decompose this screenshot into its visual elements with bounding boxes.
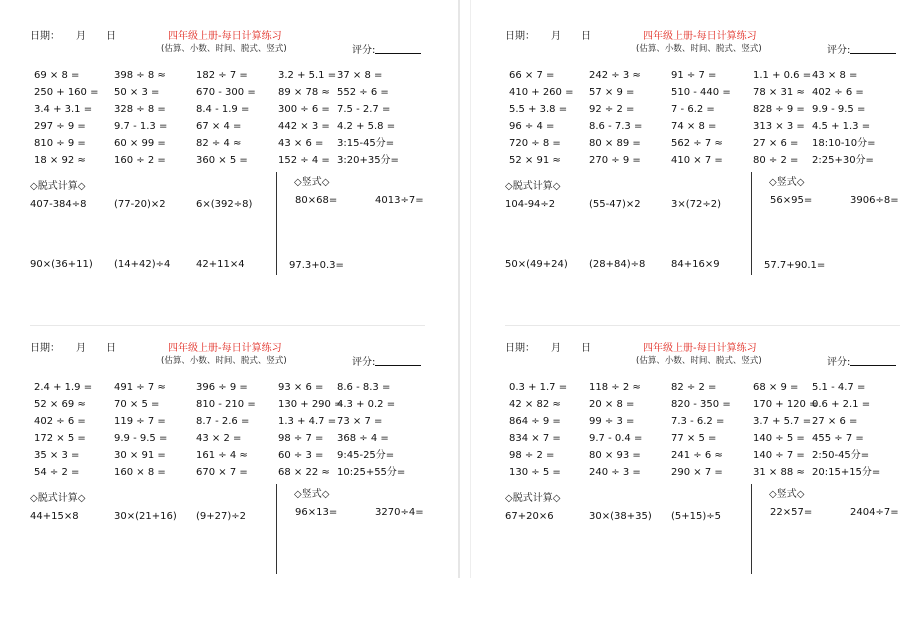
section-divider (751, 484, 752, 574)
mental-math-problem: 99 ÷ 3 = (589, 416, 635, 427)
mental-math-problem: 91 ÷ 7 = (671, 70, 717, 81)
worksheet-subtitle: (估算、小数、时间、脱式、竖式) (636, 356, 762, 366)
day-label: 日 (581, 343, 591, 354)
mental-math-problem: 810 - 210 = (196, 399, 256, 410)
mental-math-problem: 52 × 69 ≈ (34, 399, 86, 410)
mental-math-problem: 54 ÷ 2 = (34, 467, 80, 478)
mental-math-problem: 80 ÷ 2 = (753, 155, 799, 166)
day-label: 日 (106, 343, 116, 354)
mental-math-problem: 43 × 6 = (278, 138, 324, 149)
mental-math-problem: 182 ÷ 7 = (196, 70, 248, 81)
shushi-problem: 80×68= (295, 195, 338, 206)
mental-math-problem: 834 × 7 = (509, 433, 561, 444)
mental-math-problem: 9.7 - 1.3 = (114, 121, 168, 132)
mental-math-problem: 10:25+55分= (337, 467, 406, 478)
section-heading-shushi: ◇竖式◇ (294, 489, 330, 500)
date-label: 日期： (505, 31, 535, 42)
mental-math-problem: 670 - 300 = (196, 87, 256, 98)
mental-math-problem: 4.5 + 1.3 = (812, 121, 871, 132)
mental-math-problem: 69 × 8 = (34, 70, 80, 81)
mental-math-problem: 3.4 + 3.1 = (34, 104, 93, 115)
mental-math-problem: 5.5 + 3.8 = (509, 104, 568, 115)
mental-math-problem: 810 ÷ 9 = (34, 138, 86, 149)
mental-math-problem: 27 × 6 = (812, 416, 858, 427)
mental-math-problem: 43 × 8 = (812, 70, 858, 81)
page-gap (458, 0, 460, 578)
mental-math-problem: 18:10-10分= (812, 138, 876, 149)
mental-math-problem: 552 ÷ 6 = (337, 87, 389, 98)
mental-math-problem: 270 ÷ 9 = (589, 155, 641, 166)
mental-math-problem: 4.2 + 5.8 = (337, 121, 396, 132)
mental-math-problem: 130 ÷ 5 = (509, 467, 561, 478)
tuoshi-problem: 3×(72÷2) (671, 199, 722, 210)
tuoshi-problem: 50×(49+24) (505, 259, 568, 270)
score-blank[interactable] (375, 355, 421, 366)
mental-math-problem: 442 × 3 = (278, 121, 330, 132)
mental-math-problem: 242 ÷ 3 ≈ (589, 70, 641, 81)
mental-math-problem: 80 × 93 = (589, 450, 641, 461)
mental-math-problem: 3.7 + 5.7 = (753, 416, 812, 427)
mental-math-problem: 18 × 92 ≈ (34, 155, 86, 166)
tuoshi-problem: 6×(392÷8) (196, 199, 253, 210)
tuoshi-problem: (5+15)÷5 (671, 511, 722, 522)
section-divider (276, 484, 277, 574)
mental-math-problem: 2.4 + 1.9 = (34, 382, 93, 393)
mental-math-problem: 119 ÷ 7 = (114, 416, 166, 427)
mental-math-problem: 118 ÷ 2 ≈ (589, 382, 641, 393)
mental-math-problem: 410 + 260 = (509, 87, 574, 98)
mental-math-problem: 9.9 - 9.5 = (114, 433, 168, 444)
mental-math-problem: 864 ÷ 9 = (509, 416, 561, 427)
mental-math-problem: 3:20+35分= (337, 155, 399, 166)
mental-math-problem: 82 ÷ 2 = (671, 382, 717, 393)
score-field[interactable] (352, 353, 421, 368)
mental-math-problem: 8.6 - 8.3 = (337, 382, 391, 393)
mental-math-problem: 43 × 2 = (196, 433, 242, 444)
worksheet (505, 24, 920, 314)
mental-math-problem: 297 ÷ 9 = (34, 121, 86, 132)
shushi-problem: 3270÷4= (375, 507, 424, 518)
mental-math-problem: 35 × 3 = (34, 450, 80, 461)
tuoshi-problem: 90×(36+11) (30, 259, 93, 270)
mental-math-problem: 161 ÷ 4 ≈ (196, 450, 248, 461)
mental-math-problem: 92 ÷ 2 = (589, 104, 635, 115)
date-label: 日期： (30, 343, 60, 354)
mental-math-problem: 240 ÷ 3 = (589, 467, 641, 478)
score-blank[interactable] (850, 355, 896, 366)
month-label: 月 (551, 31, 561, 42)
mental-math-problem: 68 × 9 = (753, 382, 799, 393)
mental-math-problem: 30 × 91 = (114, 450, 166, 461)
month-label: 月 (76, 343, 86, 354)
worksheet-subtitle: (估算、小数、时间、脱式、竖式) (636, 44, 762, 54)
mental-math-problem: 7.3 - 6.2 = (671, 416, 725, 427)
mental-math-problem: 60 ÷ 3 = (278, 450, 324, 461)
mental-math-problem: 82 ÷ 4 ≈ (196, 138, 242, 149)
mental-math-problem: 491 ÷ 7 ≈ (114, 382, 166, 393)
mental-math-problem: 313 × 3 = (753, 121, 805, 132)
mental-math-problem: 2:50-45分= (812, 450, 870, 461)
tuoshi-problem: 30×(21+16) (114, 511, 177, 522)
tuoshi-problem: 84+16×9 (671, 259, 720, 270)
score-label: 评分: (827, 357, 851, 368)
shushi-problem: 2404÷7= (850, 507, 899, 518)
mental-math-problem: 160 ÷ 2 = (114, 155, 166, 166)
shushi-problem: 57.7+90.1= (764, 260, 826, 271)
tuoshi-problem: (77-20)×2 (114, 199, 166, 210)
mental-math-problem: 93 × 6 = (278, 382, 324, 393)
month-label: 月 (551, 343, 561, 354)
sheet-separator-right (505, 325, 900, 326)
mental-math-problem: 8.6 - 7.3 = (589, 121, 643, 132)
mental-math-problem: 562 ÷ 7 ≈ (671, 138, 723, 149)
mental-math-problem: 74 × 8 = (671, 121, 717, 132)
mental-math-problem: 290 × 7 = (671, 467, 723, 478)
shushi-problem: 97.3+0.3= (289, 260, 344, 271)
mental-math-problem: 398 ÷ 8 ≈ (114, 70, 166, 81)
mental-math-problem: 8.4 - 1.9 = (196, 104, 250, 115)
mental-math-problem: 172 × 5 = (34, 433, 86, 444)
mental-math-problem: 368 ÷ 4 = (337, 433, 389, 444)
mental-math-problem: 9:45-25分= (337, 450, 395, 461)
mental-math-problem: 98 ÷ 7 = (278, 433, 324, 444)
section-heading-tuoshi: ◇脱式计算◇ (505, 493, 561, 504)
sheet-separator-left (30, 325, 425, 326)
mental-math-problem: 2:25+30分= (812, 155, 874, 166)
mental-math-problem: 67 × 4 = (196, 121, 242, 132)
score-blank[interactable] (850, 43, 896, 54)
mental-math-problem: 3.2 + 5.1 = (278, 70, 337, 81)
score-label: 评分: (827, 45, 851, 56)
tuoshi-problem: (28+84)÷8 (589, 259, 646, 270)
mental-math-problem: 42 × 82 ≈ (509, 399, 561, 410)
mental-math-problem: 50 × 3 = (114, 87, 160, 98)
mental-math-problem: 828 ÷ 9 = (753, 104, 805, 115)
page-edge (470, 0, 471, 578)
shushi-problem: 22×57= (770, 507, 813, 518)
mental-math-problem: 360 × 5 = (196, 155, 248, 166)
score-field[interactable] (827, 41, 896, 56)
worksheet-title: 四年级上册-每日计算练习 (168, 31, 282, 42)
day-label: 日 (106, 31, 116, 42)
mental-math-problem: 1.1 + 0.6 = (753, 70, 812, 81)
mental-math-problem: 20:15+15分= (812, 467, 881, 478)
mental-math-problem: 80 × 89 = (589, 138, 641, 149)
score-field[interactable] (352, 41, 421, 56)
mental-math-problem: 78 × 31 ≈ (753, 87, 805, 98)
mental-math-problem: 96 ÷ 4 = (509, 121, 555, 132)
mental-math-problem: 7 - 6.2 = (671, 104, 715, 115)
mental-math-problem: 98 ÷ 2 = (509, 450, 555, 461)
mental-math-problem: 140 ÷ 7 = (753, 450, 805, 461)
mental-math-problem: 77 × 5 = (671, 433, 717, 444)
mental-math-problem: 73 × 7 = (337, 416, 383, 427)
mental-math-problem: 152 ÷ 4 = (278, 155, 330, 166)
mental-math-problem: 52 × 91 ≈ (509, 155, 561, 166)
mental-math-problem: 300 ÷ 6 = (278, 104, 330, 115)
tuoshi-problem: 104-94÷2 (505, 199, 556, 210)
mental-math-problem: 37 × 8 = (337, 70, 383, 81)
mental-math-problem: 8.7 - 2.6 = (196, 416, 250, 427)
tuoshi-problem: (9+27)÷2 (196, 511, 247, 522)
mental-math-problem: 396 ÷ 9 = (196, 382, 248, 393)
shushi-problem: 96×13= (295, 507, 338, 518)
mental-math-problem: 66 × 7 = (509, 70, 555, 81)
worksheet-subtitle: (估算、小数、时间、脱式、竖式) (161, 44, 287, 54)
mental-math-problem: 27 × 6 = (753, 138, 799, 149)
month-label: 月 (76, 31, 86, 42)
worksheet (505, 336, 920, 626)
date-label: 日期： (505, 343, 535, 354)
score-blank[interactable] (375, 43, 421, 54)
mental-math-problem: 4.3 + 0.2 = (337, 399, 396, 410)
mental-math-problem: 402 ÷ 6 = (34, 416, 86, 427)
mental-math-problem: 140 ÷ 5 = (753, 433, 805, 444)
mental-math-problem: 57 × 9 = (589, 87, 635, 98)
date-label: 日期： (30, 31, 60, 42)
mental-math-problem: 70 × 5 = (114, 399, 160, 410)
mental-math-problem: 170 + 120 = (753, 399, 818, 410)
mental-math-problem: 402 ÷ 6 = (812, 87, 864, 98)
section-heading-shushi: ◇竖式◇ (769, 489, 805, 500)
tuoshi-problem: (55-47)×2 (589, 199, 641, 210)
section-divider (276, 172, 277, 275)
mental-math-problem: 160 × 8 = (114, 467, 166, 478)
mental-math-problem: 720 ÷ 8 = (509, 138, 561, 149)
worksheet (30, 24, 450, 314)
mental-math-problem: 510 - 440 = (671, 87, 731, 98)
mental-math-problem: 60 × 99 = (114, 138, 166, 149)
score-label: 评分: (352, 45, 376, 56)
section-heading-tuoshi: ◇脱式计算◇ (30, 181, 86, 192)
mental-math-problem: 670 × 7 = (196, 467, 248, 478)
mental-math-problem: 0.6 + 2.1 = (812, 399, 871, 410)
mental-math-problem: 31 × 88 ≈ (753, 467, 805, 478)
shushi-problem: 4013÷7= (375, 195, 424, 206)
tuoshi-problem: 42+11×4 (196, 259, 245, 270)
mental-math-problem: 820 - 350 = (671, 399, 731, 410)
section-heading-tuoshi: ◇脱式计算◇ (505, 181, 561, 192)
mental-math-problem: 328 ÷ 8 = (114, 104, 166, 115)
tuoshi-problem: 30×(38+35) (589, 511, 652, 522)
score-field[interactable] (827, 353, 896, 368)
mental-math-problem: 250 + 160 = (34, 87, 99, 98)
mental-math-problem: 68 × 22 ≈ (278, 467, 330, 478)
mental-math-problem: 9.9 - 9.5 = (812, 104, 866, 115)
worksheet-title: 四年级上册-每日计算练习 (643, 343, 757, 354)
mental-math-problem: 241 ÷ 6 ≈ (671, 450, 723, 461)
mental-math-problem: 455 ÷ 7 = (812, 433, 864, 444)
section-divider (751, 172, 752, 275)
day-label: 日 (581, 31, 591, 42)
tuoshi-problem: (14+42)÷4 (114, 259, 171, 270)
mental-math-problem: 0.3 + 1.7 = (509, 382, 568, 393)
shushi-problem: 3906÷8= (850, 195, 899, 206)
mental-math-problem: 410 × 7 = (671, 155, 723, 166)
mental-math-problem: 130 + 290 = (278, 399, 343, 410)
mental-math-problem: 9.7 - 0.4 = (589, 433, 643, 444)
mental-math-problem: 20 × 8 = (589, 399, 635, 410)
section-heading-shushi: ◇竖式◇ (294, 177, 330, 188)
mental-math-problem: 7.5 - 2.7 = (337, 104, 391, 115)
mental-math-problem: 89 × 78 ≈ (278, 87, 330, 98)
shushi-problem: 56×95= (770, 195, 813, 206)
section-heading-tuoshi: ◇脱式计算◇ (30, 493, 86, 504)
tuoshi-problem: 407-384÷8 (30, 199, 87, 210)
tuoshi-problem: 67+20×6 (505, 511, 554, 522)
section-heading-shushi: ◇竖式◇ (769, 177, 805, 188)
score-label: 评分: (352, 357, 376, 368)
mental-math-problem: 5.1 - 4.7 = (812, 382, 866, 393)
worksheet-title: 四年级上册-每日计算练习 (168, 343, 282, 354)
tuoshi-problem: 44+15×8 (30, 511, 79, 522)
mental-math-problem: 1.3 + 4.7 = (278, 416, 337, 427)
worksheet-title: 四年级上册-每日计算练习 (643, 31, 757, 42)
worksheet (30, 336, 450, 626)
mental-math-problem: 3:15-45分= (337, 138, 395, 149)
worksheet-subtitle: (估算、小数、时间、脱式、竖式) (161, 356, 287, 366)
